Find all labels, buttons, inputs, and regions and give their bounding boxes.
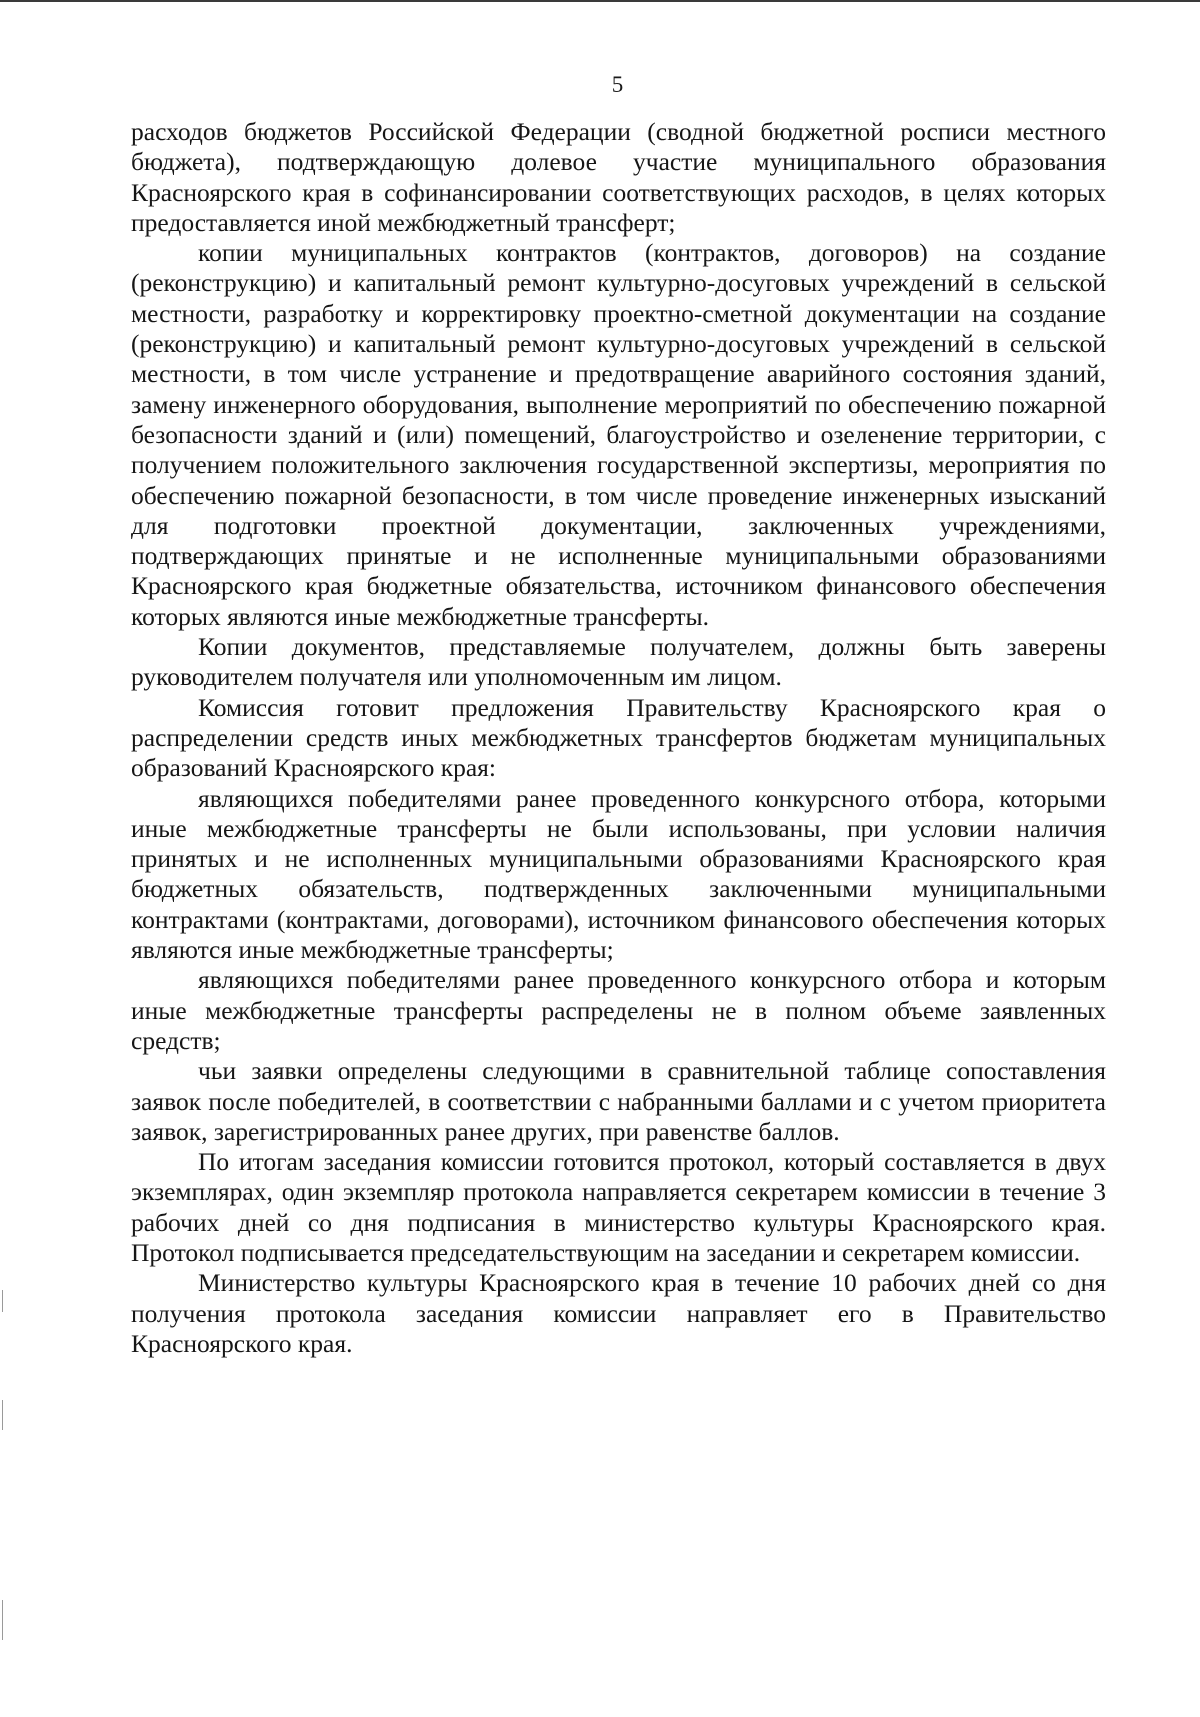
scan-edge-mark [2,1290,3,1312]
scan-edge-mark [2,1600,3,1640]
document-body [131,117,1106,1359]
paragraph: копии муниципальных контрактов (контрактов, договоров) на создание (реконструкцию) и капитальный ремонт культурно-досуговых учреждений в сельской местности, разработку и корректировку проектно-сметной документации на создание (реконструкцию) и капитальный ремонт культурно-досуговых учреждений в сельской местности, в том числе устранение и предотвращение аварийного состояния зданий, замену инженерного оборудования, выполнение мероприятий по обеспечению пожарной безопасности зданий и (или) помещений, благоустройство и озеленение территории, с получением положительного заключения государственной экспертизы, мероприятия по обеспечению пожарной безопасности, в том числе проведение инженерных изысканий для подготовки проектной документации, заключенных учреждениями, подтверждающих принятые и не исполненные муниципальными образованиями Красноярского края бюджетные обязательства, источником финансового обеспечения которых являются иные межбюджетные трансферты. [131,238,1106,631]
paragraph: Министерство культуры Красноярского края в течение 10 рабочих дней со дня получения протокола заседания комиссии направляет его в Правительство Красноярского края. [131,1268,1106,1358]
paragraph: расходов бюджетов Российской Федерации (сводной бюджетной росписи местного бюджета), подтверждающую долевое участие муниципального образования Красноярского края в софинансировании соответствующих расходов, в целях которых предоставляется иной межбюджетный трансферт; [131,117,1106,237]
paragraph: По итогам заседания комиссии готовится протокол, который составляется в двух экземплярах, один экземпляр протокола направляется секретарем комиссии в течение 3 рабочих дней со дня подписания в министерство культуры Красноярского края. Протокол подписывается председательствующим на заседании и секретарем комиссии. [131,1147,1106,1267]
paragraph: Копии документов, представляемые получателем, должны быть заверены руководителем получателя или уполномоченным им лицом. [131,632,1106,692]
page-number: 5 [611,72,624,97]
paragraph: являющихся победителями ранее проведенного конкурсного отбора и которым иные межбюджетные трансферты распределены не в полном объеме заявленных средств; [131,965,1106,1055]
paragraph: Комиссия готовит предложения Правительству Красноярского края о распределении средств иных межбюджетных трансфертов бюджетам муниципальных образований Красноярского края: [131,692,1106,783]
scan-edge-mark [2,1400,3,1430]
page-top-border [0,0,1200,2]
paragraph: являющихся победителями ранее проведенного конкурсного отбора, которыми иные межбюджетные трансферты не были использованы, при условии наличия принятых и не исполненных муниципальными образованиями Красноярского края бюджетных обязательств, подтвержденных заключенными муниципальными контрактами (контрактами, договорами), источником финансового обеспечения которых являются иные межбюджетные трансферты; [131,783,1106,965]
paragraph: чьи заявки определены следующими в сравнительной таблице сопоставления заявок после победителей, в соответствии с набранными баллами и с учетом приоритета заявок, зарегистрированных ранее других, при равенстве баллов. [131,1056,1106,1146]
